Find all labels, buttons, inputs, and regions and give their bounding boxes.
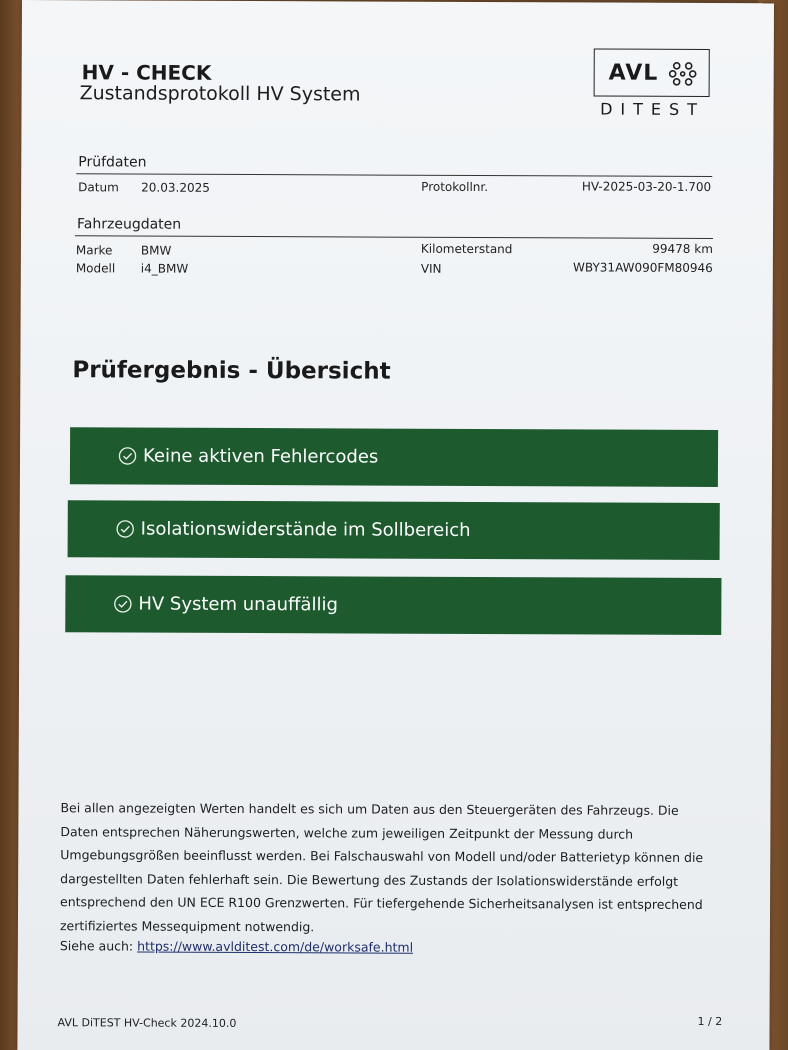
result-bar-isolation — [68, 500, 720, 560]
logo-text: AVL — [608, 60, 659, 86]
result-text: Isolationswiderstände im Sollbereich — [140, 518, 471, 541]
results-heading: Prüfergebnis - Übersicht — [72, 357, 391, 385]
result-text: Keine aktiven Fehlercodes — [142, 445, 379, 468]
fahrzeugdaten-divider — [75, 235, 713, 239]
check-circle-icon — [116, 519, 135, 538]
pruefdaten-divider — [76, 173, 712, 177]
datum-label: Datum — [78, 180, 119, 195]
footer-version: AVL DiTEST HV-Check 2024.10.0 — [57, 1016, 237, 1030]
datum-value: 20.03.2025 — [141, 180, 210, 195]
disclaimer-text: Bei allen angezeigten Werten handelt es sich um Daten aus den Steuergeräten des Fahrzeugs. Die Daten entsprechen Näherungswerten, welche zum jeweiligen Zeitpunkt der Messung durch Umgebungsgrößen beeinflusst werden. Bei Falschauswahl von Modell und/oder Batterietyp können die dargestellten Daten fehlerhaft sein. Die Bewertung des Zustands der Isolationswiderstände erfolgt entsprechend den UN ECE R100 Grenzwerten. Für tiefergehende Sicherheitsanalysen ist entsprechend zertifiziertes Messequipment notwendig. — [59, 800, 704, 934]
worksafe-link[interactable]: https://www.avlditest.com/de/worksafe.html — [137, 938, 414, 955]
logo-subtext: DITEST — [600, 99, 705, 119]
result-text: HV System unauffällig — [138, 593, 338, 616]
pruefdaten-heading: Prüfdaten — [78, 154, 147, 171]
fahrzeugdaten-heading: Fahrzeugdaten — [76, 216, 182, 233]
modell-value: i4_BMW — [140, 261, 189, 276]
result-bar-hv-system — [65, 575, 721, 635]
result-bar-error-codes — [70, 427, 718, 487]
check-circle-icon — [118, 446, 137, 465]
protokoll-label: Protokollnr. — [421, 179, 489, 195]
km-value: 99478 km — [652, 241, 713, 257]
modell-label: Modell — [75, 261, 116, 276]
check-circle-icon — [113, 594, 132, 613]
vin-value: WBY31AW090FM80946 — [573, 260, 713, 276]
see-also-label: Siehe auch: — [59, 938, 134, 954]
see-also — [60, 938, 413, 955]
document-subtitle: Zustandsprotokoll HV System — [79, 82, 361, 106]
marke-label: Marke — [75, 243, 113, 258]
logo-mark-icon — [667, 58, 699, 90]
page-number: 1 / 2 — [697, 1014, 723, 1029]
document-title: HV - CHECK — [81, 60, 212, 85]
vin-label: VIN — [420, 261, 442, 276]
km-label: Kilometerstand — [420, 241, 513, 257]
protokoll-value: HV-2025-03-20-1.700 — [581, 179, 712, 195]
marke-value: BMW — [140, 243, 172, 258]
avl-logo — [594, 48, 710, 97]
document-page — [17, 0, 774, 1050]
